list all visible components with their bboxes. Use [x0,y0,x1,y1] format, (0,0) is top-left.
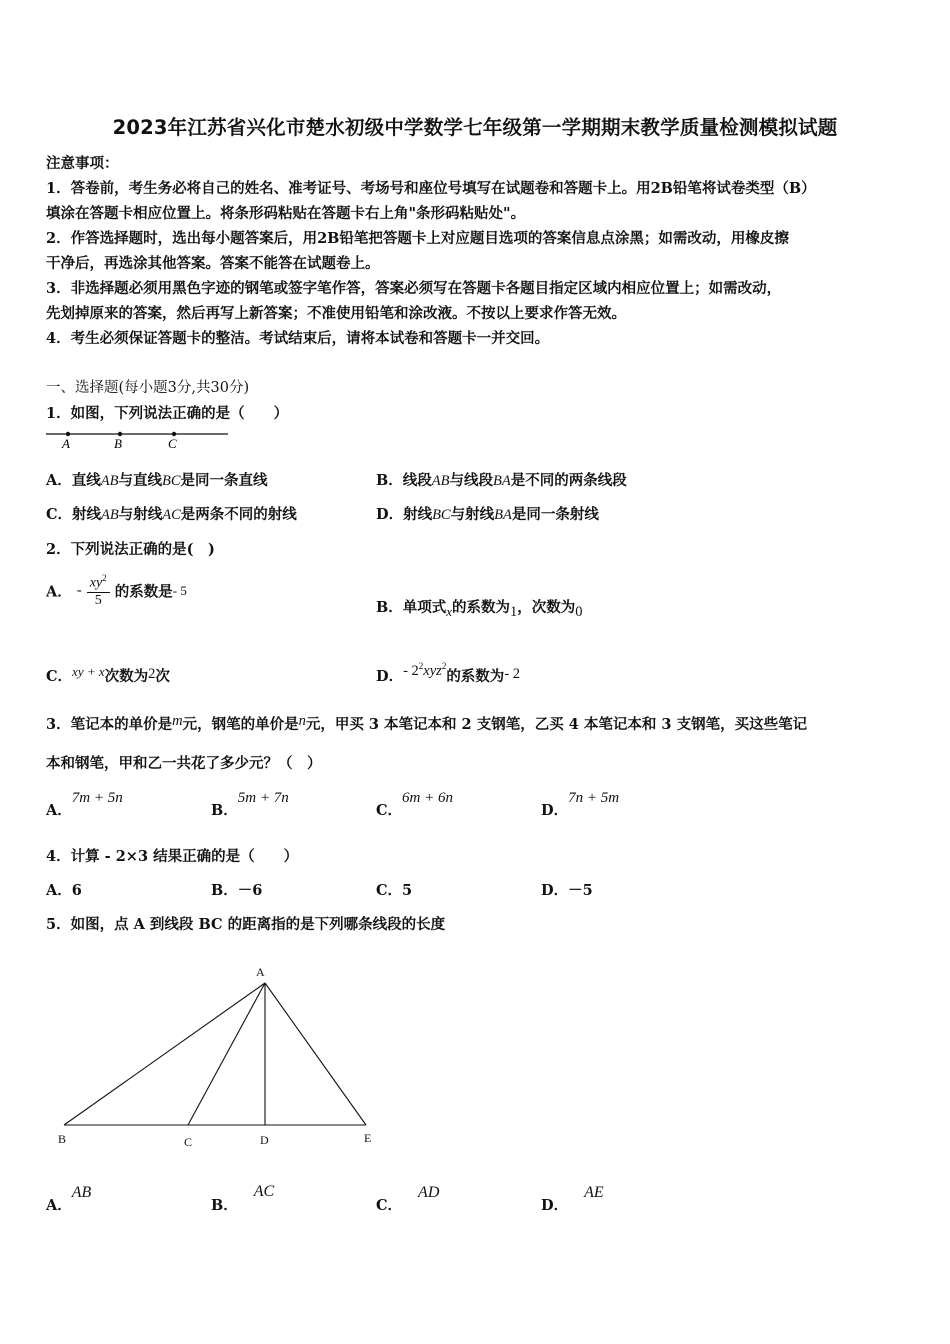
q2-option-d[interactable] [376,661,521,686]
q1-option-b[interactable] [376,469,627,490]
option-text: 的系数为 [446,668,505,685]
math-var: n [298,713,306,729]
math-var: AC [162,507,181,523]
option-text: C．射线 [46,506,102,523]
notice-block [46,151,816,351]
fraction [87,573,110,609]
q1-option-d[interactable] [376,503,599,524]
option-label: C． [376,1197,403,1214]
math-expr: - 2 [403,663,419,679]
option-text: A．直线 [46,472,101,489]
math-expr: AE [584,1184,604,1201]
stem-text: 元，甲买 3 本笔记本和 2 支钢笔，乙买 4 本笔记本和 3 支钢笔，买这些笔记 [305,716,808,733]
math-var: AB [101,507,119,523]
option-text: 单项式 [402,599,447,616]
q5-option-b[interactable] [211,1180,275,1214]
math-exp: 2 [102,573,107,583]
option-text: 次 [155,668,170,685]
option-text: 是不同的两条线段 [510,472,627,489]
q2-option-c[interactable] [46,665,170,686]
option-text: 是同一条射线 [511,506,599,523]
q5-triangle-figure [50,960,390,1155]
q2-option-b[interactable] [376,596,583,620]
point-label-c: C [184,1135,193,1149]
q4-stem: 4．计算 - 2×3 结果正确的是（ ） [46,848,299,865]
option-label: C． [376,802,403,819]
q2-option-a[interactable] [46,573,187,609]
q4-option-d[interactable]: D．－5 [541,882,593,899]
q4-option-c[interactable]: C．5 [376,882,413,899]
option-text: 次数为 [104,668,149,685]
math-var: BC [161,473,181,489]
math-var: AB [100,473,119,489]
math-expr: xyz [423,663,442,679]
option-label: A． [46,583,72,601]
stem-text: 元，钢笔的单价是 [182,716,299,733]
math-exp: 2 [441,661,447,672]
math-var: xy [89,575,103,591]
notice-line: 1．答卷前，考生务必将自己的姓名、准考证号、考场号和座位号填写在试题卷和答题卡上。用2B铅笔将试卷类型（B） [46,180,816,197]
option-label: D． [541,802,569,819]
math-expr: 7n + 5m [568,790,620,806]
notice-line: 干净后，再选涂其他答案。答案不能答在试题卷上。 [46,255,380,272]
q1-option-c[interactable] [46,503,297,524]
segment-ae [265,983,366,1125]
option-text: 与直线 [118,472,162,489]
math-expr: 6m + 6n [402,790,454,806]
math-expr: AC [253,1183,275,1200]
math-expr: 5m + 7n [237,790,289,806]
math-var: BA [492,473,511,489]
q2-stem: 2．下列说法正确的是( ) [46,541,215,558]
q1-line-figure [44,424,234,452]
q3-stem-line2: 本和钢笔，甲和乙一共花了多少元？（ ） [46,755,322,772]
math-sign: - [76,582,82,599]
point-label-b: B [114,436,122,451]
point-label-a: A [62,436,70,451]
math-expr: AD [418,1184,440,1201]
option-text: 是两条不同的射线 [180,506,297,523]
notice-line: 3．非选择题必须用黑色字迹的钢笔或签字笔作答，答案必须写在答题卡各题目指定区域内相应位置上；如需改动， [46,280,782,297]
point-label-e: E [364,1131,372,1145]
math-num: - 2 [504,666,521,682]
option-text: 的系数为 [452,599,511,616]
section-heading: 一、选择题(每小题3分,共30分) [46,380,250,396]
option-label: C． [46,668,73,685]
math-var: x [446,604,453,619]
point-label-b: B [58,1132,67,1146]
segment-ac [188,983,265,1125]
q4-option-a[interactable]: A．6 [46,882,82,899]
point-label-a: A [256,965,265,979]
point-label-d: D [260,1133,269,1147]
math-num: - 5 [172,582,187,598]
option-label: B． [211,802,238,819]
q3-option-c[interactable] [376,786,454,819]
q5-option-d[interactable] [541,1181,604,1214]
option-label: D． [376,668,404,685]
option-label: D． [541,1197,569,1214]
math-expr: AB [71,1184,92,1201]
math-num: 1 [510,604,518,620]
option-label: B． [376,599,403,616]
option-text: 与线段 [449,472,493,489]
q4-option-b[interactable]: B．－6 [211,882,263,899]
math-num: 2 [148,666,156,682]
q3-option-d[interactable] [541,786,620,819]
option-text: 是同一条直线 [180,472,268,489]
math-var: AB [431,473,450,489]
point-label-c: C [168,436,177,451]
math-expr: xy + x [72,664,105,679]
notice-line: 4．考生必须保证答题卡的整洁。考试结束后，请将本试卷和答题卡一并交回。 [46,330,550,347]
q5-option-a[interactable] [46,1181,92,1214]
option-label: A． [46,802,72,819]
option-label: B． [211,1197,238,1214]
stem-text: 3．笔记本的单价是 [46,716,173,733]
option-text: 的系数是 [114,583,173,601]
q5-option-c[interactable] [376,1181,440,1214]
math-var: BC [432,507,451,523]
option-text: B．线段 [376,472,432,489]
q5-stem: 5．如图，点 A 到线段 BC 的距离指的是下列哪条线段的长度 [46,916,446,933]
notice-line: 先划掉原来的答案，然后再写上新答案；不准使用铅笔和涂改液。不按以上要求作答无效。 [46,305,626,322]
option-label: A． [46,1197,72,1214]
q3-option-b[interactable] [211,786,289,819]
notice-heading: 注意事项： [46,155,119,172]
math-exp: 2 [418,661,424,672]
option-text: 与射线 [118,506,163,523]
option-text: ，次数为 [517,599,576,616]
math-var: m [172,713,183,729]
q3-option-a[interactable] [46,786,123,819]
math-expr: 7m + 5n [71,790,123,806]
notice-line: 填涂在答题卡相应位置上。将条形码粘贴在答题卡右上角"条形码粘贴处"。 [46,205,526,222]
page-title: 2023年江苏省兴化市楚水初级中学数学七年级第一学期期末教学质量检测模拟试题 [112,116,838,139]
option-text: 与射线 [450,506,495,523]
notice-line: 2．作答选择题时，选出每小题答案后，用2B铅笔把答题卡上对应题目选项的答案信息点涂黑；如需改动，用橡皮擦 [46,230,789,247]
q1-stem: 1．如图，下列说法正确的是（ ） [46,405,289,422]
q3-stem-line1 [46,713,807,734]
math-var: BA [494,507,512,523]
math-num: 0 [575,604,583,620]
math-num: 5 [94,592,102,608]
option-text: D．射线 [376,506,433,523]
q1-option-a[interactable] [46,469,268,490]
segment-ab [64,983,265,1125]
